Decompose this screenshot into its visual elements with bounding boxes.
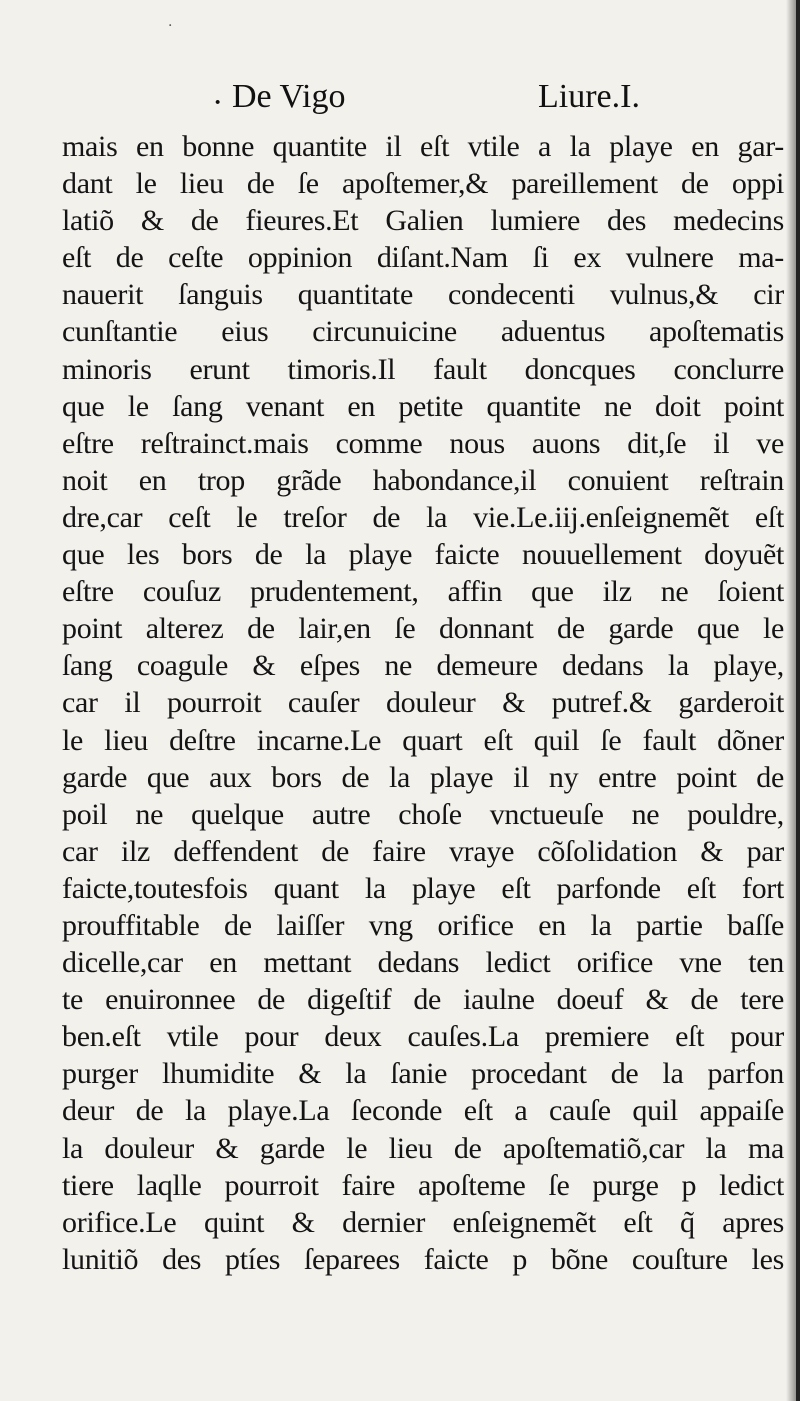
text-line: te enuironnee de digeſtif de iaulne doeuf & de tere — [62, 983, 784, 1017]
header-ornament-dot: · — [212, 84, 224, 121]
text-line: que les bors de la playe faicte nouuellement doyuẽt — [62, 538, 784, 572]
text-line: tiere laqlle pourroit faire apoſteme ſe purge p ledict — [62, 1168, 784, 1202]
page-edge — [796, 0, 800, 1401]
text-line: que le ſang venant en petite quantite ne doit point — [62, 389, 784, 423]
text-line: car ilz deffendent de faire vraye cõſolidation & par — [62, 834, 784, 868]
text-line: dicelle,car en mettant dedans ledict orifice vne ten — [62, 946, 784, 980]
text-line: orifice.Le quint & dernier enſeignemẽt eſt q̃ apres — [62, 1205, 784, 1239]
text-line: eſt de ceſte oppinion diſant.Nam ſi ex vulnere ma- — [62, 241, 784, 275]
text-line: minoris erunt timoris.Il fault doncques conclurre — [62, 352, 784, 386]
text-line: point alterez de lair,en ſe donnant de garde que le — [62, 612, 784, 646]
text-line: cunſtantie eius circunuicine aduentus apoſtematis — [62, 315, 784, 349]
text-line: dre,car ceſt le treſor de la vie.Le.iij.enſeignemẽt eſt — [62, 500, 784, 534]
text-line: ſang coagule & eſpes ne demeure dedans la playe, — [62, 649, 784, 683]
text-line: mais en bonne quantite il eſt vtile a la playe en gar- — [62, 130, 784, 163]
text-line: faicte,toutesfois quant la playe eſt parfonde eſt fort — [62, 871, 784, 905]
text-line: eſtre couſuz prudentement, affin que ilz ne ſoient — [62, 575, 784, 609]
text-line: car il pourroit cauſer douleur & putref.& garderoit — [62, 686, 784, 720]
text-line: noit en trop grãde habondance,il conuient reſtrain — [62, 463, 784, 497]
text-line: dant le lieu de ſe apoſtemer,& pareillement de oppi — [62, 167, 784, 201]
body-text — [62, 128, 784, 1388]
text-line: garde que aux bors de la playe il ny entre point de — [62, 760, 784, 794]
running-header — [0, 78, 800, 122]
text-line: lunitiõ des ptíes ſeparees faicte p bõne couſture les — [62, 1242, 784, 1276]
running-head-book: Liure.I. — [538, 78, 640, 115]
text-line: la douleur & garde le lieu de apoſtematiõ,car la ma — [62, 1131, 784, 1165]
text-line: purger lhumidite & la ſanie procedant de la parfon — [62, 1057, 784, 1091]
stray-mark: · — [168, 18, 173, 34]
text-line: ben.eſt vtile pour deux cauſes.La premiere eſt pour — [62, 1020, 784, 1054]
text-line: le lieu deſtre incarne.Le quart eſt quil ſe fault dõner — [62, 723, 784, 757]
text-line: poil ne quelque autre choſe vnctueuſe ne pouldre, — [62, 797, 784, 831]
running-head-title: De Vigo — [232, 78, 346, 115]
text-line: prouffitable de laiſſer vng orifice en la partie baſſe — [62, 908, 784, 942]
text-line: latiõ & de fieures.Et Galien lumiere des medecins — [62, 204, 784, 238]
text-line: eſtre reſtrainct.mais comme nous auons dit,ſe il ve — [62, 426, 784, 460]
text-line: deur de la playe.La ſeconde eſt a cauſe quil appaiſe — [62, 1094, 784, 1128]
text-line: nauerit ſanguis quantitate condecenti vulnus,& cir — [62, 278, 784, 312]
